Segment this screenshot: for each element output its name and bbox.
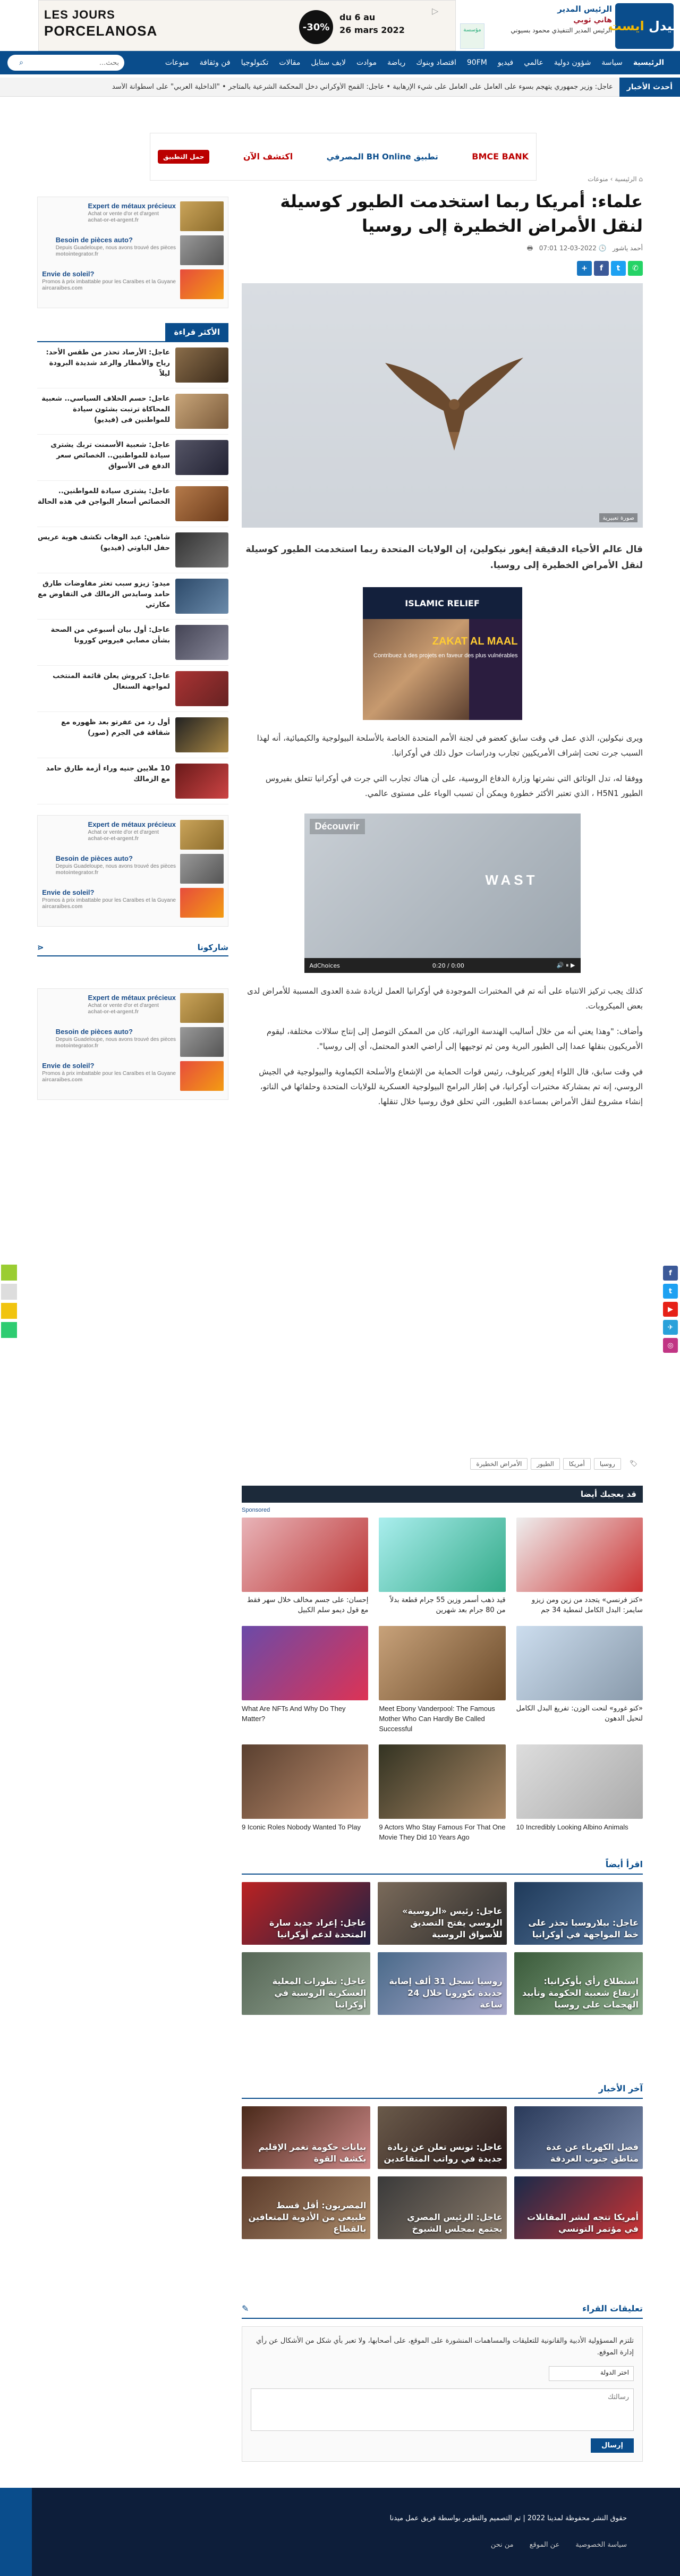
most-read-item[interactable]: [37, 388, 228, 435]
recommend-image: [242, 1626, 368, 1700]
nav-item-culture[interactable]: فن وثقافة: [199, 58, 231, 67]
banner-cta[interactable]: حمل التطبيق: [158, 150, 209, 164]
article-para-6: في وقت سابق، قال اللواء إيغور كيريلوف، رئيس قوات الحماية من الإشعاع والأسلحة الكيماوية والبيولوجية في الجيش الروسي، إنه تم بمشاركة مختبرات أوكرانيا، في إطار البرامج البيولوجية العسكرية للولايات المتحدة وحلفائها في الناتو، إنشاء مشروع لنقل الأمراض بمساعدة الطيور، التي تحلق فوق روسيا خلال تنقلها.: [259, 1067, 643, 1106]
article-meta: [242, 243, 643, 255]
recommend-image: [516, 1518, 643, 1592]
read-also-caption: استطلاع رأي بأوكرانيا: ارتفاع شعبية الحكومة وتأييد الهجمات على روسيا: [522, 1976, 639, 2010]
sponsored-thumb: [180, 235, 224, 265]
read-also-caption: عاجل: تطورات المعلية العسكرية الروسية في أوكرانيا: [272, 1976, 367, 2010]
read-also-tile[interactable]: [514, 1952, 643, 2015]
recommend-image: [242, 1518, 368, 1592]
sponsored-title: Besoin de pièces auto?: [55, 854, 133, 862]
sponsored-item[interactable]: [42, 1027, 224, 1057]
clock-icon: 🕓: [598, 244, 607, 252]
recommend-image: [516, 1626, 643, 1700]
most-read-item[interactable]: [37, 712, 228, 758]
sponsored-thumb: [180, 854, 224, 884]
inline-ad-top: ISLAMIC RELIEF: [363, 587, 522, 619]
recommend-card[interactable]: [379, 1518, 505, 1615]
sponsored-thumb: [180, 993, 224, 1023]
nav-item-lifestyle[interactable]: لايف ستايل: [311, 58, 346, 67]
sponsored-source: aircaraibes.com: [42, 1077, 83, 1083]
banner-right: BMCE BANK: [472, 151, 529, 162]
article-lead: قال عالم الأحياء الدقيقة إيغور نيكولين، إن الولايات المتحدة ربما استخدمت الطيور كوسيلة لنقل الأمراض الخطيرة إلى روسيا.: [245, 544, 643, 571]
video-adchoices[interactable]: AdChoices: [309, 962, 340, 969]
sponsored-thumb: [180, 1061, 224, 1091]
latest-tile[interactable]: [378, 2106, 506, 2169]
right-ad-line3: الرئيس المدير التنفيذي محمود بسيوني: [511, 27, 612, 34]
nav-item-global[interactable]: عالمي: [524, 58, 543, 67]
most-read-item[interactable]: [37, 342, 228, 388]
share-buttons: [242, 261, 643, 276]
float-icon-3[interactable]: [1, 1303, 17, 1319]
main-nav: [0, 51, 680, 74]
footer-link-about-site[interactable]: عن الموقع: [529, 2541, 560, 2549]
sponsored-box-3: [37, 988, 228, 1100]
breaking-ticker: [0, 78, 680, 97]
ticker-text[interactable]: عاجل: وزير جمهوري يتهجم بسوء على العامل على العامل على شيء الإرهابية • عاجل: القمح الأوكراني دخل المحكمة الشرعية بالمتاجر • "الداخلية العربي" على اسطوانة الأسد: [112, 83, 613, 91]
sponsored-title: Expert de métaux précieux: [88, 202, 176, 210]
read-also: [242, 1854, 643, 2015]
sponsored-title: Besoin de pièces auto?: [55, 236, 133, 244]
home-icon[interactable]: ⌂: [639, 175, 643, 183]
logo-text: ميدل: [649, 19, 680, 33]
most-read-thumb: [175, 394, 228, 429]
you-may-like: [242, 1486, 643, 1842]
latest-tile[interactable]: [242, 2176, 370, 2239]
breadcrumb-section[interactable]: منوعات: [588, 175, 608, 183]
breadcrumb-home[interactable]: الرئيسية: [615, 175, 637, 183]
read-also-tile[interactable]: [242, 1952, 370, 2015]
footer-link-privacy[interactable]: سياسة الخصوصية: [575, 2541, 627, 2549]
right-ad-line1: الرئيس المدير: [557, 4, 612, 14]
latest-caption: عاجل: الرئيس المصري يجتمع بمجلس الشيوخ: [407, 2212, 503, 2234]
latest-caption: المصريون: أقل قسط طبيعي من الأدوية للمتعافين بالقطاع: [248, 2200, 367, 2234]
you-may-like-header: قد يعجبك أيضا: [242, 1486, 643, 1503]
sponsored-title: Expert de métaux précieux: [88, 820, 176, 828]
search-box: [7, 55, 124, 71]
recommend-title: 10 Incredibly Looking Albino Animals: [516, 1823, 628, 1831]
read-also-tile[interactable]: [242, 1882, 370, 1945]
recommend-card[interactable]: [242, 1744, 368, 1842]
sponsored-item[interactable]: [42, 993, 224, 1023]
footer-links: [491, 2541, 627, 2549]
most-read-item[interactable]: [37, 758, 228, 804]
most-read-thumb: [175, 532, 228, 567]
twitter-icon[interactable]: t: [663, 1284, 678, 1299]
float-icon-2[interactable]: [1, 1284, 17, 1300]
sponsored-label[interactable]: Sponsored: [242, 1507, 270, 1513]
most-read-text: ميدو: زيزو سبب تعثر مفاوضات طارق حامد وسايدس الزمالك في التفاوض مع مكارتي: [38, 580, 170, 609]
tag[interactable]: الأمراض الخطيرة: [470, 1458, 528, 1470]
latest-tile[interactable]: [514, 2176, 643, 2239]
send-comment-button[interactable]: إرسال: [591, 2438, 634, 2453]
mid-ad-text: مؤسسة: [463, 27, 481, 33]
sponsored-desc: Achat or vente d'or et d'argent: [88, 829, 159, 835]
sponsored-source: achat-or-et-argent.fr: [88, 1009, 139, 1015]
most-read-text: عاجل: أول بيان أسبوعي من الصحة بشأن مصابي فيروس كورونا: [50, 626, 170, 645]
footer-corner: [0, 2488, 32, 2576]
most-read-text: أول رد من عفرتو بعد ظهوره مع شقاقة في الجرم (صور): [61, 718, 170, 737]
latest-caption: بيانات حكومة تغمر الإقليم بكشف القوة: [258, 2142, 367, 2164]
article-para-1: ويرى نيكولين، الذي عمل في وقت سابق كعضو في لجنة الأمم المتحدة الخاصة بالأسلحة البيولوجية والكيميائية، أنه لهذا السبب جرت تحت إشراف الأمريكيين تجارب ودراسات حول ذلك في أوكرانيا.: [257, 733, 643, 758]
read-also-caption: روسيا تسجل 31 ألف إصابة جديدة بكورونا خلال 24 ساعة: [389, 1976, 503, 2010]
sponsored-title: Envie de soleil?: [42, 270, 95, 278]
comment-textarea[interactable]: [251, 2388, 634, 2431]
telegram-icon[interactable]: ✈: [663, 1320, 678, 1335]
most-read-text: عاجل: يشترى سيادة للمواطنين.. الخصائص أسعار البواجن في هذه الحالة: [37, 487, 170, 506]
top-ad-line2: PORCELANOSA: [44, 23, 158, 39]
sponsored-thumb: [180, 269, 224, 299]
float-icon-4[interactable]: [1, 1322, 17, 1338]
sponsored-source: achat-or-et-argent.fr: [88, 836, 139, 842]
sponsored-thumb: [180, 1027, 224, 1057]
read-also-caption: عاجل: رئيس «الروسية» الروسي يفتح التصديق للأسواق الروسية: [402, 1906, 503, 1939]
recommend-card[interactable]: [516, 1518, 643, 1615]
nav-item-home[interactable]: الرئيسية: [633, 58, 664, 67]
inline-zakat-ad[interactable]: [363, 587, 522, 720]
comments-title: تعليقات القراء: [582, 2303, 643, 2314]
tags-list: [242, 1458, 643, 1470]
left-float-icons: [1, 1265, 17, 1338]
tag[interactable]: الطيور: [531, 1458, 559, 1470]
recommend-title: Meet Ebony Vanderpool: The Famous Mother Who Can Hardly Be Called Successful: [379, 1705, 495, 1733]
recommend-card[interactable]: [516, 1744, 643, 1842]
sponsored-source: motointegrator.fr: [55, 1043, 99, 1049]
article-title: علماء: أمريكا ربما استخدمت الطيور كوسيلة لنقل الأمراض الخطيرة إلى روسيا: [280, 191, 643, 236]
facebook-icon[interactable]: f: [663, 1266, 678, 1281]
sponsored-title: Envie de soleil?: [42, 888, 95, 896]
most-read-item[interactable]: [37, 435, 228, 481]
share-us-title: شاركونا: [197, 943, 228, 952]
read-also-tile[interactable]: [514, 1882, 643, 1945]
most-read-thumb: [175, 486, 228, 521]
recommend-title: إحسان: على جسم مخالف خلال سهر فقط مع قول ديمو سلم الكبيل: [247, 1596, 369, 1614]
video-brand: WAST: [485, 872, 538, 888]
comment-form: [242, 2326, 643, 2462]
sponsored-item[interactable]: [42, 1061, 224, 1091]
sponsored-source: aircaraibes.com: [42, 285, 83, 291]
sponsored-desc: Promos à prix imbattable pour les Caraïbes et la Guyane: [42, 897, 176, 903]
mid-ad[interactable]: [460, 23, 484, 49]
recommend-image: [516, 1744, 643, 1819]
nav-item-world[interactable]: شؤون دولية: [554, 58, 591, 67]
most-read-thumb: [175, 717, 228, 752]
read-also-grid: [242, 1882, 643, 2015]
sponsored-thumb: [180, 888, 224, 918]
most-read-text: شاهين: عبد الوهاب تكشف هوية عريس حفل الباوتي (فيديو): [38, 533, 170, 552]
tags-section: [242, 1458, 643, 1470]
latest-tile[interactable]: [514, 2106, 643, 2169]
search-icon[interactable]: ⌕: [19, 58, 23, 67]
most-read-item[interactable]: [37, 527, 228, 573]
sponsored-thumb: [180, 201, 224, 231]
read-also-title: اقرأ أيضاً: [605, 1859, 643, 1869]
article-para-5: وأضاف: "وهذا يعني أنه من خلال أساليب الهندسة الوراثية، كان من الممكن التوصل إلى إنتاج سلالات مختلفة، ليقوم الأمريكيون بنقلها عمدا إلى الطيور البرية ومن ثم توجيهها إلى أراضي العدو المحتمل، أي إلى روسيا".: [266, 1027, 643, 1051]
sponsored-source: aircaraibes.com: [42, 904, 83, 910]
latest-header: [242, 2079, 643, 2099]
twitter-share-button[interactable]: t: [611, 261, 626, 276]
latest-news: [242, 2079, 643, 2239]
sponsored-item[interactable]: [42, 854, 224, 884]
most-read-list: [37, 342, 228, 804]
article-para-2: ووفقا له، تدل الوثائق التي نشرتها وزارة الدفاع الروسية، على أن هناك تجارب التي جرت في أوكرانيا تتعلق بفيروس الطيور H5N1 ، الذي تعتبر الأكثر خطورة ويمكن أن تسبب الوباء على مستوى عالمي.: [265, 774, 643, 798]
sponsored-item[interactable]: [42, 888, 224, 918]
latest-title: آخر الأخبار: [598, 2083, 643, 2094]
inline-ad-copy: [373, 635, 518, 659]
most-read-text: عاجل: الأرصاد تحذر من طقس الأحد: رياح والأمطار والرعد شديدة البرودة ليلاً: [46, 349, 170, 378]
sponsored-title: Envie de soleil?: [42, 1062, 95, 1070]
breadcrumb: ⌂ الرئيسية › منوعات: [588, 175, 643, 183]
nav-item-tech[interactable]: تكنولوجيا: [241, 58, 269, 67]
top-ad-line1: LES JOURS: [44, 8, 115, 21]
latest-caption: فصل الكهرباء عن عدة مناطق جنوب الغردقة: [546, 2142, 639, 2164]
tag-icon: 🏷: [629, 1460, 638, 1467]
read-also-tile[interactable]: [378, 1882, 506, 1945]
facebook-share-button[interactable]: f: [594, 261, 609, 276]
most-read-item[interactable]: [37, 620, 228, 666]
top-ad-date2: 26 mars 2022: [339, 25, 405, 35]
most-read-thumb: [175, 440, 228, 475]
recommend-image: [379, 1518, 505, 1592]
read-also-header: [242, 1854, 643, 1875]
read-also-tile[interactable]: [378, 1952, 506, 2015]
nav-item-sports[interactable]: رياضة: [387, 58, 406, 67]
share-icon[interactable]: ⋖: [37, 943, 44, 952]
most-read-thumb: [175, 625, 228, 660]
most-read-thumb: [175, 579, 228, 614]
most-read-text: عاجل: حسم الخلاف السياسي.. شعبية المحاكاة ترتبت بشئون سيادة للمواطنين فى (فيديو): [41, 395, 170, 424]
recommend-title: What Are NFTs And Why Do They Matter?: [242, 1705, 346, 1723]
float-icon-1[interactable]: [1, 1265, 17, 1281]
nav-item-radio[interactable]: 90FM: [466, 58, 487, 67]
sponsored-desc: Achat or vente d'or et d'argent: [88, 1003, 159, 1009]
most-read-text: 10 ملايين جنيه وراء أزمة طارق حامد مع الزمالك: [46, 765, 170, 783]
latest-tile[interactable]: [242, 2106, 370, 2169]
banner-left: اكتشف الآن: [243, 151, 293, 162]
youtube-icon[interactable]: ▶: [663, 1302, 678, 1317]
top-ad-banner[interactable]: [38, 0, 456, 51]
nav-item-politics[interactable]: سياسة: [601, 58, 623, 67]
sponsored-box-1: [37, 197, 228, 308]
inline-ad-photo: [363, 619, 469, 720]
recommend-title: 9 Iconic Roles Nobody Wanted To Play: [242, 1823, 361, 1831]
latest-caption: أمريكا تتجه لنشر المقاتلات في مؤتمر التونسي: [527, 2212, 639, 2234]
sponsored-box-2: [37, 815, 228, 927]
sponsored-thumb: [180, 820, 224, 850]
recommend-card[interactable]: [242, 1626, 368, 1734]
most-read-item[interactable]: [37, 666, 228, 712]
comments-header: [242, 2299, 643, 2319]
video-label[interactable]: Découvrir: [310, 819, 365, 834]
nav-item-mawadat[interactable]: موادت: [356, 58, 377, 67]
top-ad-discount: -30%: [299, 10, 333, 44]
latest-grid: [242, 2106, 643, 2239]
most-read-header: [37, 323, 228, 342]
sponsored-source: motointegrator.fr: [55, 870, 99, 876]
sponsored-source: achat-or-et-argent.fr: [88, 217, 139, 223]
nav-item-economy[interactable]: اقتصاد وبنوك: [416, 58, 456, 67]
most-read-thumb: [175, 764, 228, 799]
bank-banner-ad[interactable]: [150, 133, 537, 181]
whatsapp-share-button[interactable]: ✆: [628, 261, 643, 276]
sponsored-item[interactable]: [42, 269, 224, 299]
sponsored-desc: Achat or vente d'or et d'argent: [88, 211, 159, 217]
country-select[interactable]: اختر الدولة: [549, 2366, 634, 2381]
image-credit: صورة تعبيرية: [599, 513, 638, 522]
you-may-like-grid: [242, 1518, 643, 1842]
nav-item-misc[interactable]: منوعات: [165, 58, 189, 67]
recommend-image: [242, 1744, 368, 1819]
sponsored-desc: Promos à prix imbattable pour les Caraïbes et la Guyane: [42, 279, 176, 285]
footer-link-about-us[interactable]: من نحن: [490, 2541, 514, 2549]
footer: [0, 2488, 680, 2576]
nav-item-video[interactable]: فيديو: [497, 58, 514, 67]
recommend-title: 9 Actors Who Stay Famous For That One Movie They Did 10 Years Ago: [379, 1823, 506, 1841]
article-para-4: كذلك يجب تركيز الانتباه على أنه تم في المختبرات الموجودة في أوكرانيا العمل لزيادة شدة العدوى المسببة للأمراض لدى بعض الميكروبات.: [247, 986, 643, 1011]
latest-tile[interactable]: [378, 2176, 506, 2239]
video-time: 0:00 / 0:20: [432, 962, 464, 969]
inline-ad-sub: Contribuez à des projets en faveur des plus vulnérables: [373, 653, 518, 659]
right-ad-line2: هاني ثوبي: [573, 16, 612, 24]
sponsored-item[interactable]: [42, 201, 224, 231]
video-ad-player[interactable]: [304, 814, 581, 973]
article: [242, 175, 643, 1109]
footer-copyright: حقوق النشر محفوظة لمدينا 2022 | تم التصميم والتطوير بواسطة فريق عمل ميدنا: [389, 2514, 627, 2522]
edit-icon: ✎: [242, 2303, 249, 2314]
tag[interactable]: أمريكا: [563, 1458, 591, 1470]
header: [0, 0, 680, 51]
sidebar: [37, 197, 228, 1100]
publish-date: 2022-03-12 07:01: [539, 244, 597, 252]
sponsored-desc: Depuis Guadeloupe, nous avons trouvé des pièces: [55, 1037, 176, 1043]
author[interactable]: أحمد ياشور: [613, 244, 643, 252]
sponsored-title: Besoin de pièces auto?: [55, 1028, 133, 1036]
right-ad[interactable]: [489, 4, 612, 49]
ticker-label: أحدث الأخبار: [619, 78, 680, 97]
logo-accent: ايست: [608, 19, 644, 33]
most-read-text: عاجل: كيروش يعلن قائمة المنتخب لمواجهة السنغال: [53, 672, 170, 691]
instagram-icon[interactable]: ◎: [663, 1338, 678, 1353]
most-read-title: الأكثر قراءة: [165, 323, 228, 341]
comment-note: تلتزم المسؤولية الأدبية والقانونية للتعليقات والمساهمات المنشورة على الموقع، على أصحابها، ولا تعبر بأي شكل من الأشكال عن رأي إدارة الموقع.: [256, 2337, 634, 2357]
more-share-button[interactable]: +: [577, 261, 592, 276]
adchoices-icon[interactable]: ▷: [432, 6, 439, 16]
recommend-title: «كنو غورو» لنحت الوزن: تفريغ البدل الكامل لنحيل الدهون: [516, 1705, 643, 1723]
most-read-thumb: [175, 348, 228, 383]
share-us-header: [37, 943, 228, 956]
recommend-title: قيد ذهب أسمر وزين 55 جرام قطعة بدلاً من 80 جرام بعد شهرين: [389, 1596, 506, 1614]
sponsored-item[interactable]: [42, 820, 224, 850]
print-icon[interactable]: 🖶: [526, 244, 533, 252]
recommend-card[interactable]: [379, 1626, 505, 1734]
most-read-item[interactable]: [37, 573, 228, 620]
search-input[interactable]: [23, 59, 119, 67]
site-logo[interactable]: [608, 3, 680, 49]
tag[interactable]: روسيا: [594, 1458, 621, 1470]
most-read-item[interactable]: [37, 481, 228, 527]
latest-caption: عاجل: تونس تعلن عن زيادة جديدة في رواتب المتقاعدين: [384, 2142, 503, 2164]
recommend-card[interactable]: [242, 1518, 368, 1615]
article-hero-image: [242, 283, 643, 528]
play-icon[interactable]: ▶ ⏸ 🔊: [556, 962, 575, 969]
sponsored-item[interactable]: [42, 235, 224, 265]
social-float-bar: [663, 1266, 678, 1353]
sponsored-desc: Depuis Guadeloupe, nous avons trouvé des pièces: [55, 863, 176, 869]
bird-image: [375, 342, 534, 459]
video-controls: [304, 958, 581, 973]
read-also-caption: عاجل: بيلاروسيا تحذر على خط المواجهة في أوكرانيا: [528, 1918, 639, 1939]
sponsored-desc: Promos à prix imbattable pour les Caraïbes et la Guyane: [42, 1071, 176, 1077]
sponsored-source: motointegrator.fr: [55, 251, 99, 257]
most-read-thumb: [175, 671, 228, 706]
inline-ad-title: ZAKAT AL MAAL: [432, 635, 518, 647]
recommend-title: «كنز فرنسي» يتجدد من زين ومن زيزو سايمر: البدل الكامل لنمطية 34 جم: [531, 1596, 643, 1614]
banner-mid: تطبيق BH Online المصرفي: [326, 152, 438, 162]
nav-item-articles[interactable]: مقالات: [279, 58, 301, 67]
sponsored-desc: Depuis Guadeloupe, nous avons trouvé des pièces: [55, 245, 176, 251]
top-ad-dates: [339, 11, 405, 37]
comments-section: [242, 2299, 643, 2462]
recommend-image: [379, 1626, 505, 1700]
recommend-image: [379, 1744, 505, 1819]
sponsored-title: Expert de métaux précieux: [88, 994, 176, 1002]
read-also-caption: عاجل: إعراد جديد سارة المتحدة لدعم أوكرانيا: [269, 1918, 367, 1939]
top-ad-date1: du 6 au: [339, 12, 376, 22]
recommend-card[interactable]: [516, 1626, 643, 1734]
recommend-card[interactable]: [379, 1744, 505, 1842]
most-read-text: عاجل: شعبية الأسمنت تربك يشترى سيادة للمواطنين.. الخصائص سعر الدفع فى الأسواق: [50, 441, 170, 470]
